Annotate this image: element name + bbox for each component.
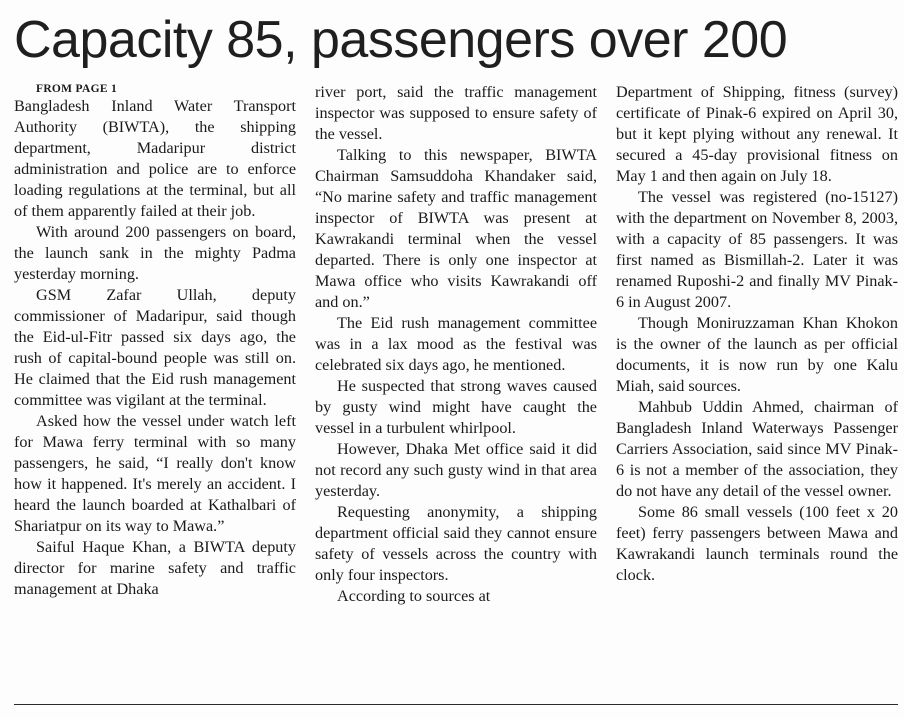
article-column-3 (616, 82, 898, 607)
continuation-kicker: FROM PAGE 1 (36, 83, 118, 95)
paragraph: GSM Zafar Ullah, deputy commissioner of Madaripur, said though the Eid-ul-Fitr passed six days ago, the rush of capital-bound people was still on. He claimed that the Eid rush management committee was vigilant at the terminal. (14, 286, 296, 409)
headline: Capacity 85, passengers over 200 (14, 11, 788, 69)
paragraph: Requesting anonymity, a shipping department official said they cannot ensure safety of vessels across the country with only four inspectors. (315, 503, 597, 584)
paragraph: The Eid rush management committee was in a lax mood as the festival was celebrated six days ago, he mentioned. (315, 314, 597, 374)
paragraph: With around 200 passengers on board, the launch sank in the mighty Padma yesterday morning. (14, 223, 296, 283)
paragraph: Talking to this newspaper, BIWTA Chairman Samsuddoha Khandaker said, “No marine safety and traffic management inspector of BIWTA was present at Kawrakandi terminal when the vessel departed. There is only one inspector at Mawa office who visits Kawrakandi off and on.” (315, 146, 597, 311)
article-column-2 (315, 82, 597, 607)
paragraph: The vessel was registered (no-15127) with the department on November 8, 2003, with a capacity of 85 passengers. It was first named as Bismillah-2. Later it was renamed Ruposhi-2 and finally MV Pinak-6 in August 2007. (616, 188, 898, 311)
paragraph: Bangladesh Inland Water Transport Authority (BIWTA), the shipping department, Madaripur district administration and police are to enforce loading regulations at the terminal, but all of them apparently failed at their job. (14, 97, 296, 220)
article-column-1 (14, 82, 296, 607)
paragraph: Asked how the vessel under watch left for Mawa ferry terminal with so many passengers, he said, “I really don't know how it happened. It's merely an accident. I heard the launch boarded at Kathalbari of Shariatpur on its way to Mawa.” (14, 412, 296, 535)
paragraph: However, Dhaka Met office said it did not record any such gusty wind in that area yesterday. (315, 440, 597, 500)
paragraph: Some 86 small vessels (100 feet x 20 feet) ferry passengers between Mawa and Kawrakandi launch terminals round the clock. (616, 503, 898, 584)
paragraph: He suspected that strong waves caused by gusty wind might have caught the vessel in a turbulent whirlpool. (315, 377, 597, 437)
paragraph: According to sources at (337, 587, 491, 605)
paragraph: Saiful Haque Khan, a BIWTA deputy director for marine safety and traffic management at Dhaka (14, 538, 296, 598)
paragraph: Department of Shipping, fitness (survey) certificate of Pinak-6 expired on April 30, but it kept plying without any renewal. It secured a 45-day provisional fitness on May 1 and then again on July 18. (616, 83, 898, 185)
article-columns (14, 82, 898, 607)
paragraph: Though Moniruzzaman Khan Khokon is the owner of the launch as per official documents, it is now run by one Kalu Miah, said sources. (616, 314, 898, 395)
bottom-rule (14, 704, 898, 705)
paragraph: river port, said the traffic management inspector was supposed to ensure safety of the vessel. (315, 83, 597, 143)
paragraph: Mahbub Uddin Ahmed, chairman of Bangladesh Inland Waterways Passenger Carriers Association, said since MV Pinak-6 is not a member of the association, they do not have any detail of the vessel owner. (616, 398, 898, 500)
